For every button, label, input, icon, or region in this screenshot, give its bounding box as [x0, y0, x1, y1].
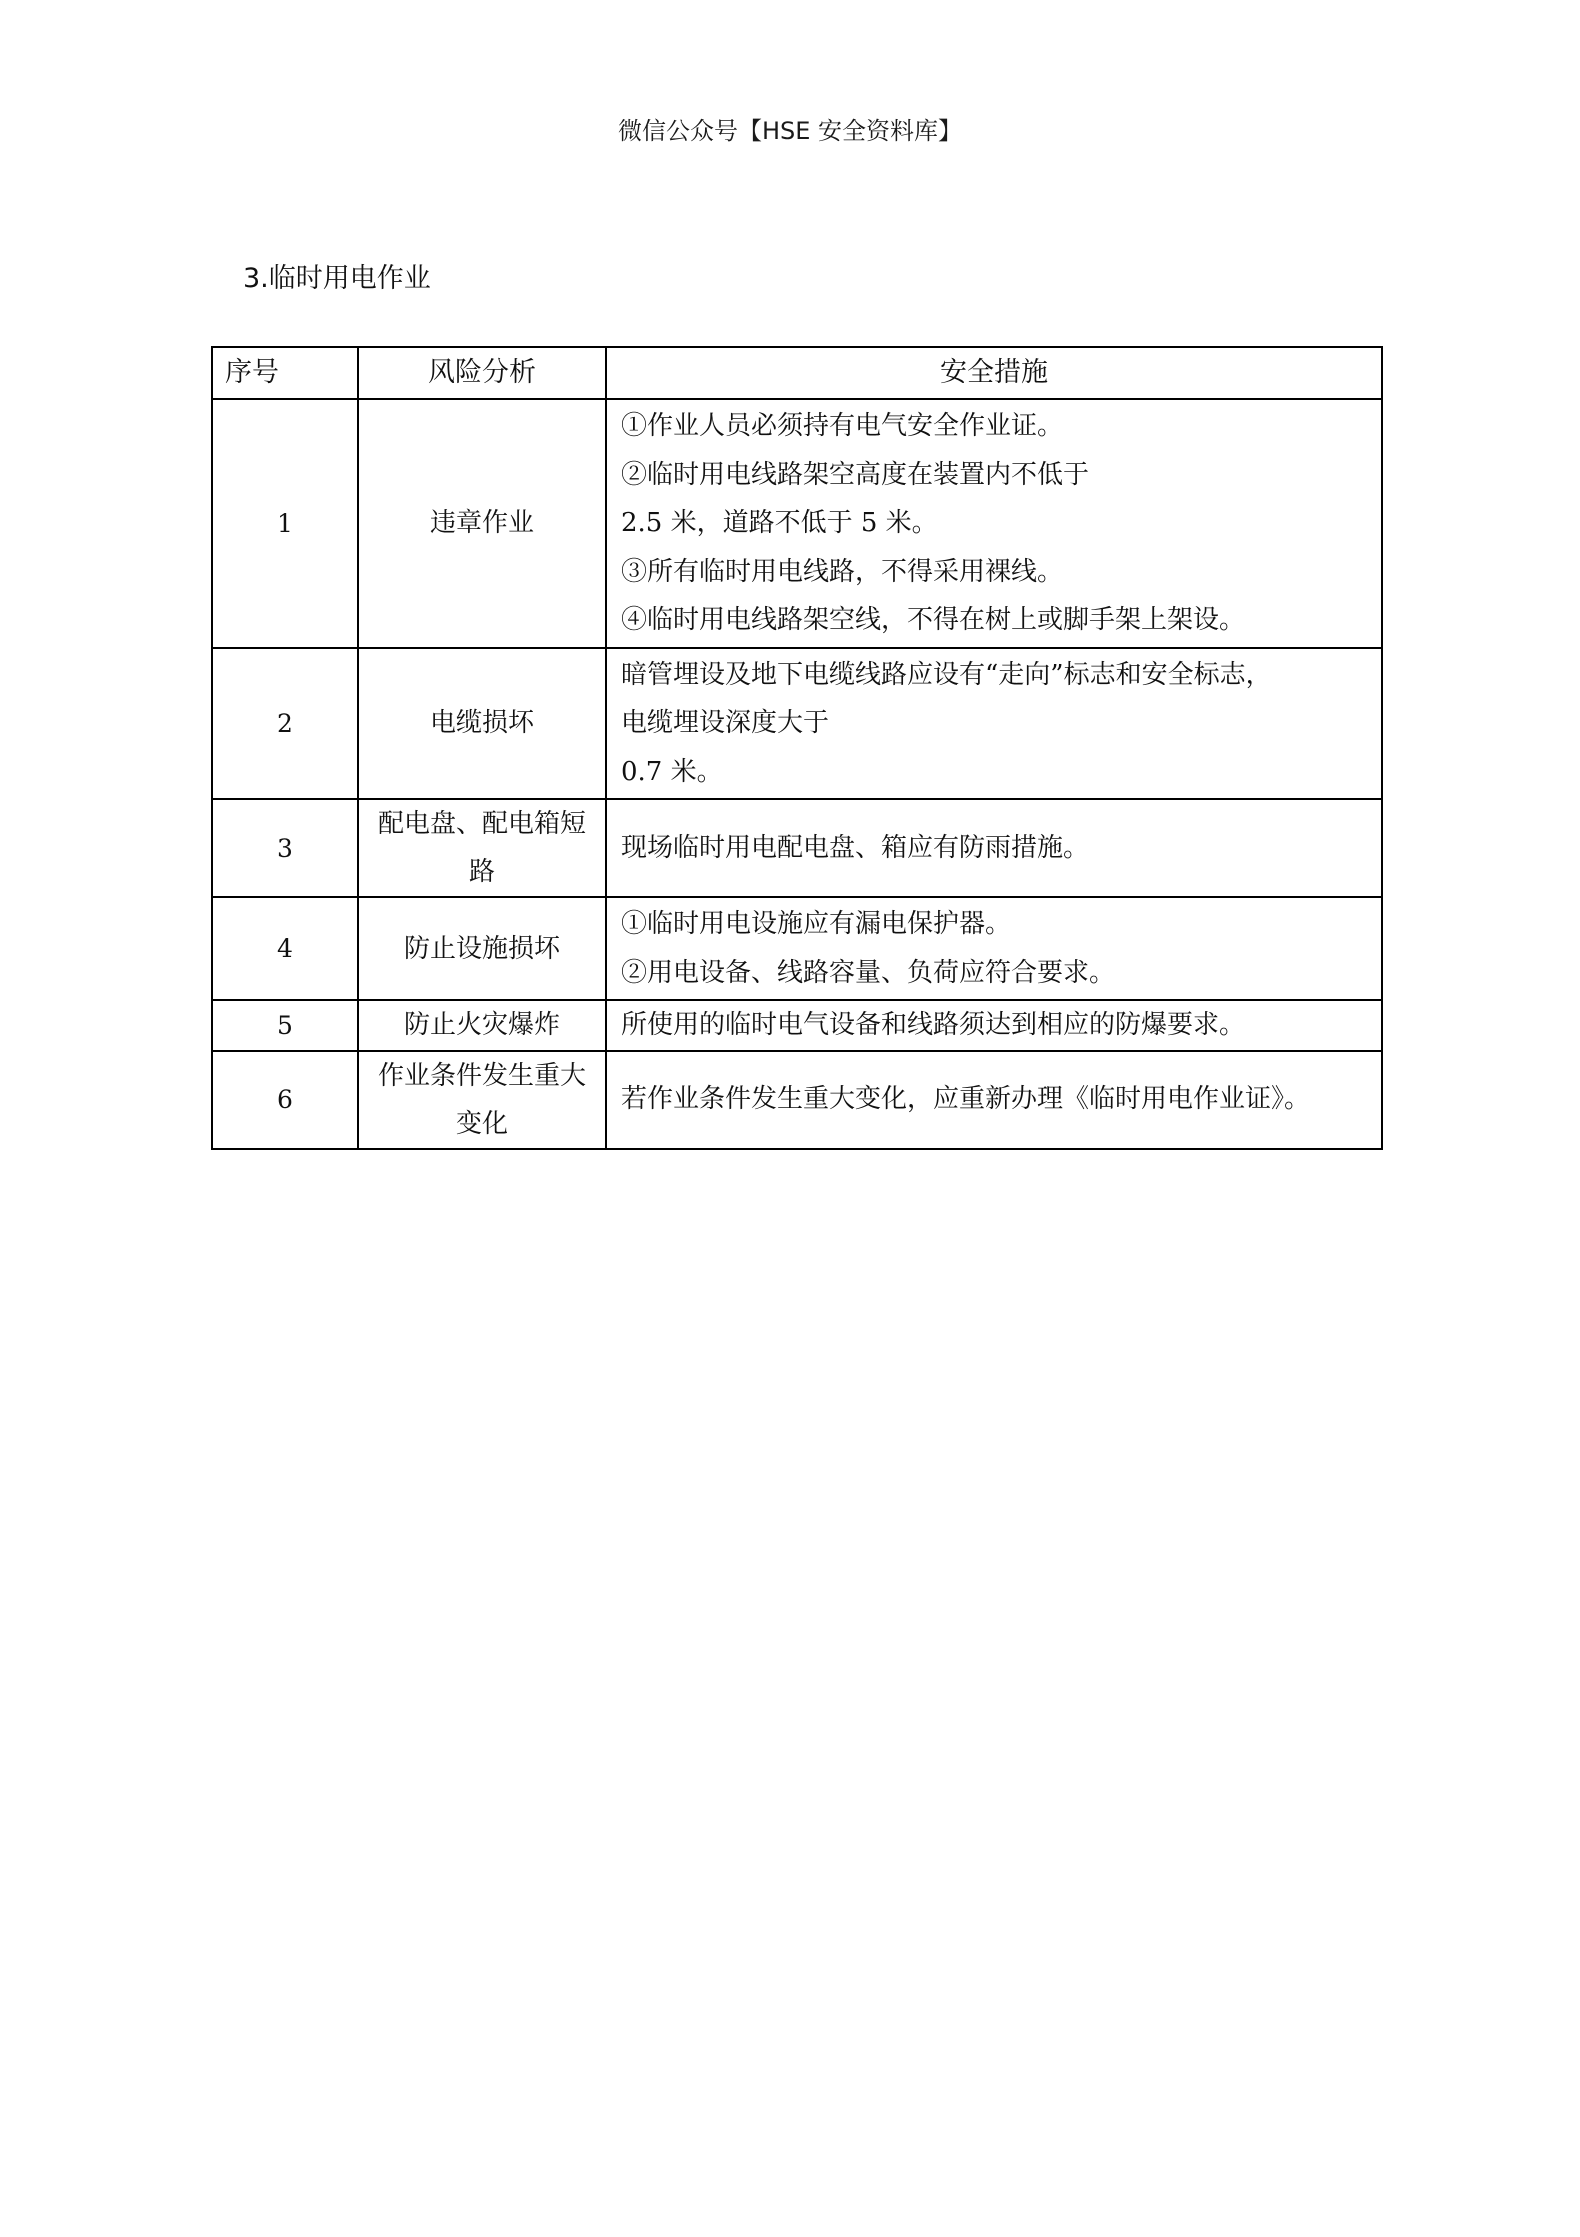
row-number: 1: [212, 399, 358, 648]
risk-cell: 作业条件发生重大变化: [358, 1051, 606, 1149]
column-header-number: 序号: [212, 347, 358, 399]
measure-line: ③所有临时用电线路，不得采用裸线。: [621, 556, 1064, 587]
row-number: 3: [212, 799, 358, 897]
table-row: [212, 399, 1382, 648]
row-number: 6: [212, 1051, 358, 1149]
measures-cell: [606, 399, 1382, 648]
row-number: 5: [212, 1000, 358, 1051]
table-row: [212, 648, 1382, 800]
measure-line: ②临时用电线路架空高度在装置内不低于: [621, 459, 1090, 490]
risk-cell: 配电盘、配电箱短路: [358, 799, 606, 897]
measures-cell: [606, 1051, 1382, 1149]
page-header-note: 微信公众号【HSE 安全资料库】: [617, 117, 963, 145]
measure-line: 现场临时用电配电盘、箱应有防雨措施。: [621, 832, 1090, 863]
measure-line: 若作业条件发生重大变化，应重新办理《临时用电作业证》。: [621, 1084, 1311, 1115]
measure-line: 暗管埋设及地下电缆线路应设有“走向”标志和安全标志，: [621, 659, 1272, 690]
risk-cell: 违章作业: [358, 399, 606, 648]
section-title: 3.临时用电作业: [243, 263, 431, 294]
measure-line: 0.7 米。: [621, 756, 723, 787]
risk-cell: 防止火灾爆炸: [358, 1000, 606, 1051]
measures-cell: [606, 799, 1382, 897]
measures-cell: [606, 897, 1382, 1000]
safety-measures-table: [211, 346, 1383, 1150]
measure-line: ②用电设备、线路容量、负荷应符合要求。: [621, 957, 1116, 988]
risk-cell: 电缆损坏: [358, 648, 606, 800]
row-number: 4: [212, 897, 358, 1000]
column-header-measures: 安全措施: [606, 347, 1382, 399]
table-row: [212, 897, 1382, 1000]
measure-line: 电缆埋设深度大于: [621, 708, 830, 738]
column-header-risk: 风险分析: [358, 347, 606, 399]
table-row: [212, 799, 1382, 897]
measures-cell: [606, 648, 1382, 800]
risk-cell: 防止设施损坏: [358, 897, 606, 1000]
measure-line: ①作业人员必须持有电气安全作业证。: [621, 411, 1064, 441]
table-row: [212, 1051, 1382, 1149]
table-row: [212, 1000, 1382, 1051]
measures-cell: [606, 1000, 1382, 1051]
row-number: 2: [212, 648, 358, 800]
measure-line: ①临时用电设施应有漏电保护器。: [621, 909, 1012, 939]
measure-line: 2.5 米，道路不低于 5 米。: [621, 508, 938, 538]
measure-line: 所使用的临时电气设备和线路须达到相应的防爆要求。: [621, 1010, 1246, 1040]
measure-line: ④临时用电线路架空线，不得在树上或脚手架上架设。: [621, 605, 1246, 635]
table-header-row: [212, 347, 1382, 399]
